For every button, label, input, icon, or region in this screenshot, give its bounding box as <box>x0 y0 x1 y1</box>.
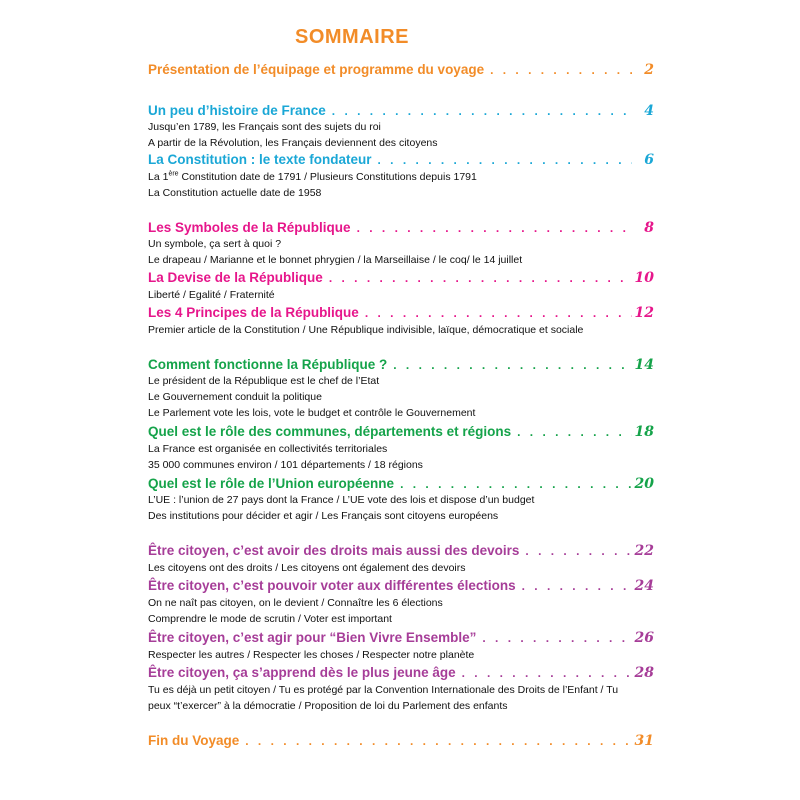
toc-entry-title: Présentation de l’équipage et programme du voyage <box>148 62 485 77</box>
toc-entry-droits-devoirs[interactable] <box>148 543 654 563</box>
toc-subline: Le drapeau / Marianne et le bonnet phrygien / la Marseillaise / le coq/ le 14 juillet <box>148 254 523 266</box>
toc-entry-title: Être citoyen, c’est avoir des droits mais aussi des devoirs <box>148 543 520 558</box>
toc-entry-collectivites[interactable] <box>148 424 654 444</box>
leader-dots <box>490 63 632 77</box>
toc-page-number: 28 <box>634 665 654 681</box>
leader-dots <box>525 544 632 558</box>
toc-entry-title: Quel est le rôle des communes, départements et régions <box>148 424 512 439</box>
toc-entry-title: Les Symboles de la République <box>148 220 351 235</box>
leader-dots <box>332 104 632 118</box>
toc-subline: Respecter les autres / Respecter les choses / Respecter notre planète <box>148 649 475 661</box>
leader-dots <box>378 153 632 167</box>
toc-entry-elections[interactable] <box>148 578 654 598</box>
toc-entry-title: Être citoyen, ça s’apprend dès le plus jeune âge <box>148 665 456 680</box>
toc-entry-title: Comment fonctionne la République ? <box>148 357 388 372</box>
toc-entry-title: Quel est le rôle de l’Union européenne <box>148 476 395 491</box>
toc-subline: 35 000 communes environ / 101 départements / 18 régions <box>148 459 423 471</box>
toc-subline: Jusqu’en 1789, les Français sont des sujets du roi <box>148 121 381 133</box>
toc-page-number: 12 <box>634 305 654 321</box>
leader-dots <box>245 734 632 748</box>
toc-page-number: 18 <box>634 424 654 440</box>
toc-page-number: 20 <box>634 476 654 492</box>
toc-entry-union-europeenne[interactable] <box>148 476 654 496</box>
toc-entry-title: Un peu d’histoire de France <box>148 103 326 118</box>
toc-entry-symboles[interactable] <box>148 220 654 240</box>
toc-entry-presentation[interactable] <box>148 62 654 82</box>
toc-subline: L’UE : l’union de 27 pays dont la France / L’UE vote des lois et dispose d’un budget <box>148 494 535 506</box>
toc-subline: Un symbole, ça sert à quoi ? <box>148 238 282 250</box>
toc-entry-title: La Constitution : le texte fondateur <box>148 152 372 167</box>
toc-entry-fonctionnement[interactable] <box>148 357 654 377</box>
toc-page-number: 10 <box>634 270 654 286</box>
toc-subline: Les citoyens ont des droits / Les citoyens ont également des devoirs <box>148 562 466 574</box>
toc-entry-constitution[interactable] <box>148 152 654 172</box>
toc-subline: Le Parlement vote les lois, vote le budget et contrôle le Gouvernement <box>148 407 476 419</box>
leader-dots <box>329 271 632 285</box>
toc-page-number: 6 <box>644 152 654 168</box>
subline-part: La 1 <box>148 171 169 183</box>
toc-entry-histoire[interactable] <box>148 103 654 123</box>
toc-subline: Tu es déjà un petit citoyen / Tu es protégé par la Convention Internationale des Droits de l’Enfant / Tu peux “t’exercer” à la démocratie / Proposition de loi du Parlement des enfants <box>148 684 619 712</box>
toc-subline <box>148 171 668 183</box>
superscript: ère <box>168 170 179 178</box>
toc-subline: Le président de la République est le chef de l’Etat <box>148 375 380 387</box>
toc-subline: Premier article de la Constitution / Une République indivisible, laïque, démocratique et sociale <box>148 324 584 336</box>
toc-entry-title: Les 4 Principes de la République <box>148 305 359 320</box>
leader-dots <box>365 306 632 320</box>
leader-dots <box>482 631 632 645</box>
toc-page-number: 2 <box>644 62 654 78</box>
toc-subline: La Constitution actuelle date de 1958 <box>148 187 322 199</box>
leader-dots <box>357 221 632 235</box>
toc-entry-title: Être citoyen, c’est pouvoir voter aux différentes élections <box>148 578 516 593</box>
toc-subline: Liberté / Egalité / Fraternité <box>148 289 275 301</box>
leader-dots <box>517 425 632 439</box>
toc-subline: Des institutions pour décider et agir / Les Français sont citoyens européens <box>148 510 499 522</box>
toc-entry-vivre-ensemble[interactable] <box>148 630 654 650</box>
toc-page-number: 26 <box>634 630 654 646</box>
toc-subline: La France est organisée en collectivités territoriales <box>148 443 388 455</box>
toc-page-number: 4 <box>644 103 654 119</box>
page-title: SOMMAIRE <box>295 26 409 48</box>
toc-subline: On ne naît pas citoyen, on le devient / Connaître les 6 élections <box>148 597 443 609</box>
toc-entry-fin[interactable] <box>148 733 654 753</box>
toc-page-number: 14 <box>634 357 654 373</box>
toc-subline: Comprendre le mode de scrutin / Voter est important <box>148 613 392 625</box>
toc-page-number: 31 <box>634 733 654 749</box>
toc-page-number: 22 <box>634 543 654 559</box>
toc-entry-title: Fin du Voyage <box>148 733 240 748</box>
leader-dots <box>462 666 632 680</box>
toc-page-number: 8 <box>644 220 654 236</box>
toc-entry-title: Être citoyen, c’est agir pour “Bien Vivre Ensemble” <box>148 630 477 645</box>
leader-dots <box>522 579 632 593</box>
leader-dots <box>393 358 632 372</box>
subline-part: Constitution date de 1791 / Plusieurs Constitutions depuis 1791 <box>178 171 477 183</box>
toc-subline: A partir de la Révolution, les Français deviennent des citoyens <box>148 137 438 149</box>
toc-entry-title: La Devise de la République <box>148 270 323 285</box>
leader-dots <box>400 477 632 491</box>
toc-subline: Le Gouvernement conduit la politique <box>148 391 322 403</box>
toc-page-number: 24 <box>634 578 654 594</box>
toc-entry-principes[interactable] <box>148 305 654 325</box>
toc-entry-devise[interactable] <box>148 270 654 290</box>
